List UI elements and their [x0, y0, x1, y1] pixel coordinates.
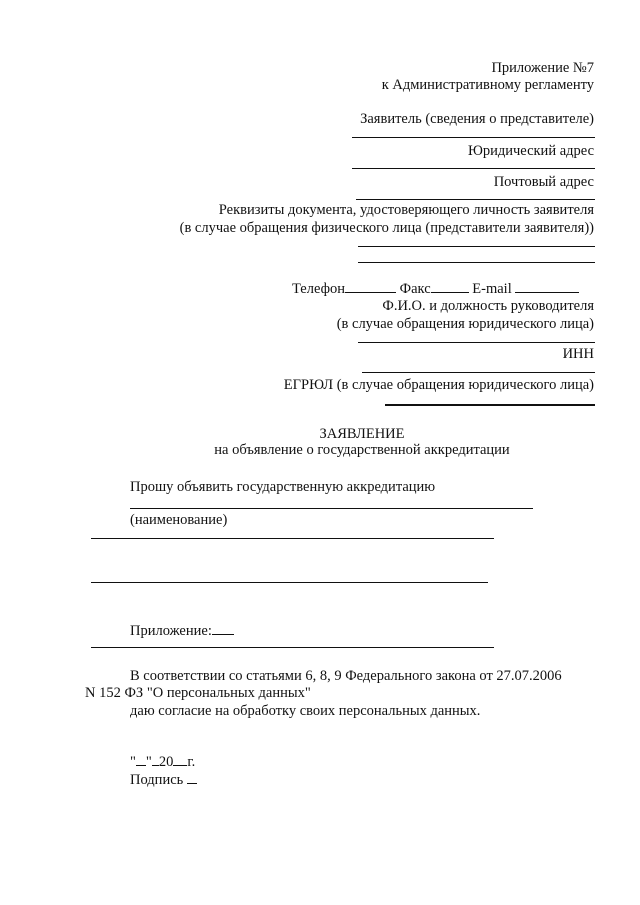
- contacts-row: [292, 279, 579, 298]
- request-text: Прошу объявить государственную аккредитацию: [130, 479, 436, 495]
- postal-address-label: Почтовый адрес: [493, 174, 594, 190]
- applicant-line: [352, 137, 595, 138]
- id-document-label: Реквизиты документа, удостоверяющего личность заявителя: [218, 202, 594, 218]
- inn-label: ИНН: [562, 346, 594, 362]
- date-suffix: г.: [187, 754, 196, 770]
- date-year-prefix: 20: [158, 754, 174, 770]
- email-label: E-mail: [472, 281, 512, 297]
- signature-row: [130, 770, 197, 789]
- egrul-line: [385, 404, 595, 406]
- document-title: ЗАЯВЛЕНИЕ: [319, 426, 405, 442]
- head-line: [358, 342, 595, 343]
- consent-line-3: даю согласие на обработку своих персональных данных.: [130, 703, 481, 719]
- date-row: [130, 752, 195, 771]
- email-field: [515, 279, 579, 293]
- legal-address-line: [352, 168, 595, 169]
- attachment-line: [91, 647, 494, 648]
- inn-line: [362, 372, 595, 373]
- postal-address-line: [356, 199, 595, 200]
- id-document-line-2: [358, 262, 595, 263]
- fax-field: [431, 279, 469, 293]
- accreditation-name-line: [130, 508, 533, 509]
- head-note: (в случае обращения юридического лица): [336, 316, 594, 332]
- egrul-label: ЕГРЮЛ (в случае обращения юридического лица): [283, 377, 594, 393]
- appendix-number: Приложение №7: [491, 60, 594, 76]
- consent-line-1: В соответствии со статьями 6, 8, 9 Федерального закона от 27.07.2006: [130, 668, 562, 684]
- attachment-row: [130, 621, 234, 640]
- attachment-field: [212, 621, 234, 635]
- date-year-field: [173, 752, 187, 766]
- signature-label: Подпись: [130, 772, 184, 788]
- legal-address-label: Юридический адрес: [467, 143, 594, 159]
- phone-label: Телефон: [292, 281, 345, 297]
- signature-field: [187, 770, 197, 784]
- regulation-reference: к Административному регламенту: [381, 77, 594, 93]
- name-hint: (наименование): [130, 512, 228, 528]
- phone-field: [345, 279, 396, 293]
- date-month-field: [152, 752, 159, 766]
- blank-line-1: [91, 538, 494, 539]
- applicant-label: Заявитель (сведения о представителе): [360, 111, 594, 127]
- head-label: Ф.И.О. и должность руководителя: [382, 298, 594, 314]
- id-document-line-1: [358, 246, 595, 247]
- consent-line-2: N 152 ФЗ "О персональных данных": [85, 685, 311, 701]
- id-document-note: (в случае обращения физического лица (представители заявителя)): [179, 220, 594, 236]
- fax-label: Факс: [399, 281, 431, 297]
- date-close-quote: ": [145, 754, 152, 770]
- date-open-quote: ": [130, 754, 136, 770]
- date-day-field: [136, 752, 146, 766]
- attachment-label: Приложение:: [130, 623, 212, 639]
- blank-line-2: [91, 582, 488, 583]
- document-subtitle: на объявление о государственной аккредитации: [214, 442, 510, 458]
